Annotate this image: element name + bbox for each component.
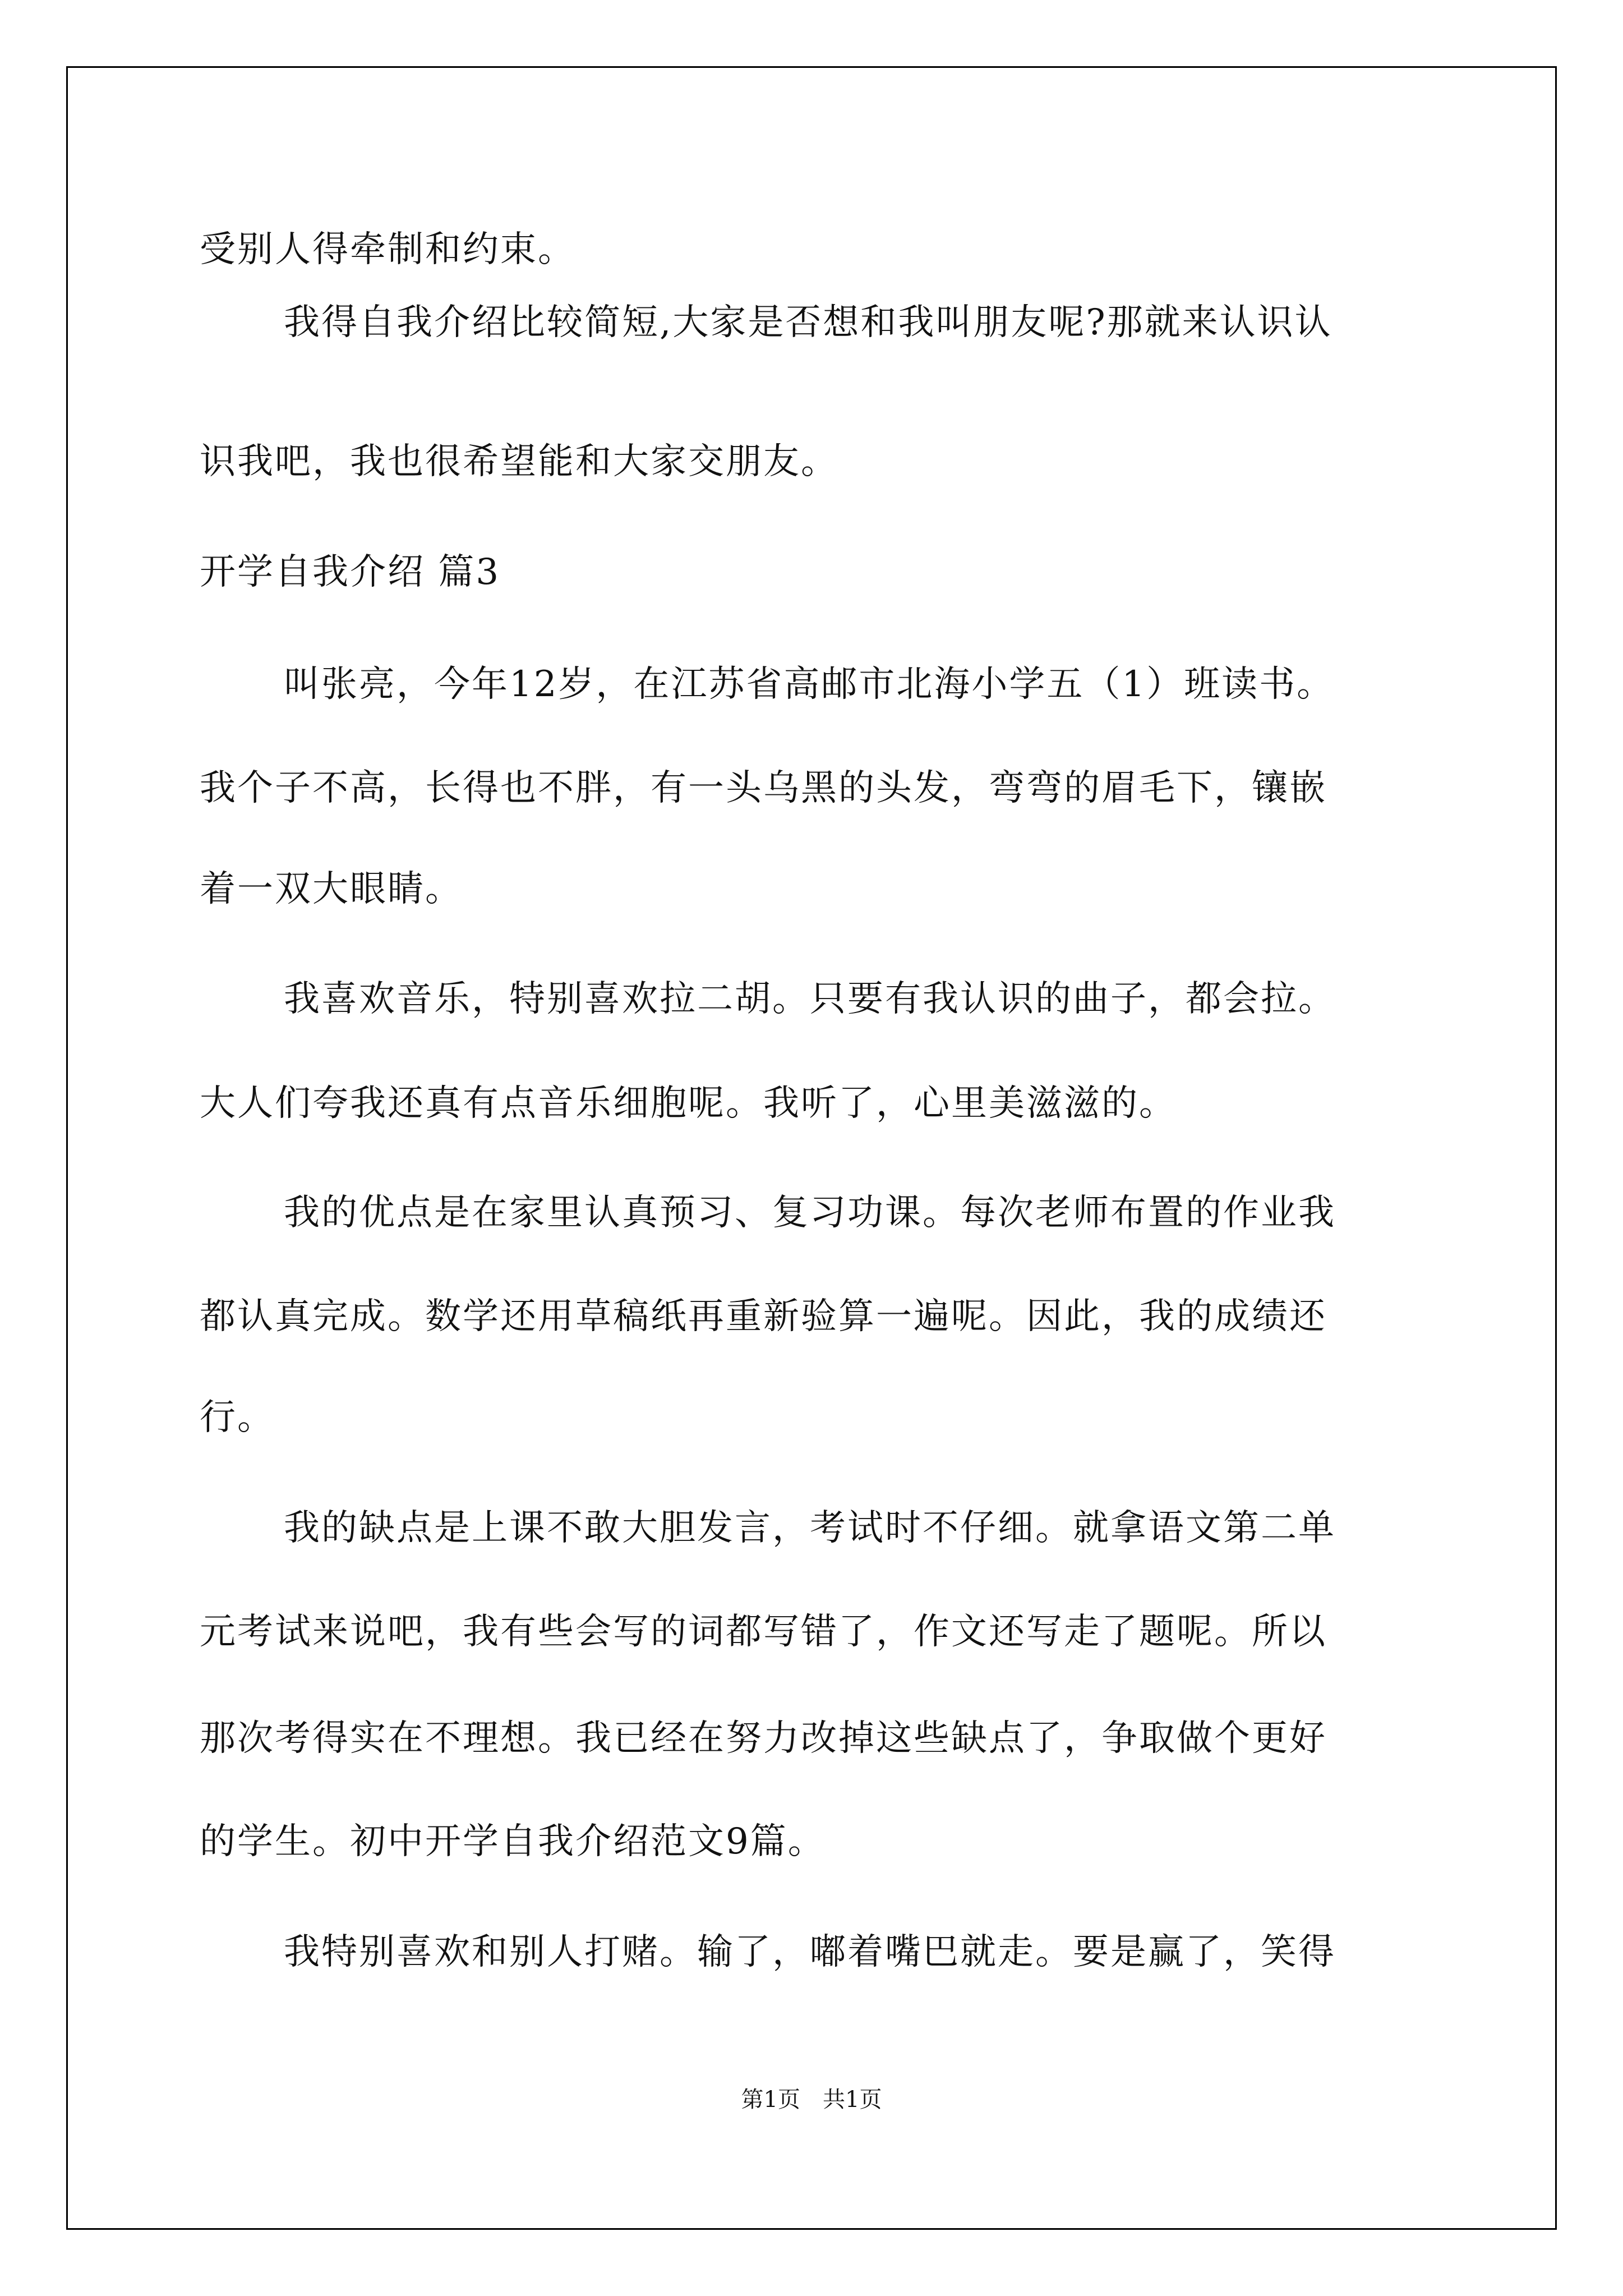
paragraph-first-line: 我喜欢音乐，特别喜欢拉二胡。只要有我认识的曲子，都会拉。 bbox=[284, 978, 1336, 1020]
text-line: 受别人得牵制和约束。 bbox=[200, 229, 575, 270]
text-line: 元考试来说吧，我有些会写的词都写错了，作文还写走了题呢。所以 bbox=[200, 1611, 1327, 1653]
text-line: 我个子不高，长得也不胖，有一头乌黑的头发，弯弯的眉毛下，镶嵌 bbox=[200, 767, 1327, 809]
text-line: 行。 bbox=[200, 1397, 275, 1438]
text-line: 识我吧，我也很希望能和大家交朋友。 bbox=[200, 441, 838, 482]
section-heading: 开学自我介绍 篇3 bbox=[200, 551, 501, 593]
page-border bbox=[66, 66, 1557, 2230]
text-line: 的学生。初中开学自我介绍范文9篇。 bbox=[200, 1821, 826, 1862]
paragraph-first-line: 我得自我介绍比较简短,大家是否想和我叫朋友呢?那就来认识认 bbox=[284, 302, 1332, 343]
text-line: 着一双大眼睛。 bbox=[200, 868, 463, 910]
paragraph-first-line: 我的优点是在家里认真预习、复习功课。每次老师布置的作业我 bbox=[284, 1192, 1336, 1234]
text-line: 大人们夸我还真有点音乐细胞呢。我听了，心里美滋滋的。 bbox=[200, 1083, 1177, 1124]
text-line: 那次考得实在不理想。我已经在努力改掉这些缺点了，争取做个更好 bbox=[200, 1718, 1327, 1759]
paragraph-first-line: 我特别喜欢和别人打赌。输了，嘟着嘴巴就走。要是赢了，笑得 bbox=[284, 1931, 1336, 1973]
paragraph-first-line: 叫张亮，今年12岁，在江苏省高邮市北海小学五（1）班读书。 bbox=[284, 664, 1335, 705]
paragraph-first-line: 我的缺点是上课不敢大胆发言，考试时不仔细。就拿语文第二单 bbox=[284, 1507, 1336, 1549]
text-line: 都认真完成。数学还用草稿纸再重新验算一遍呢。因此，我的成绩还 bbox=[200, 1296, 1327, 1337]
page-footer: 第1页 共1页 bbox=[741, 2087, 882, 2113]
